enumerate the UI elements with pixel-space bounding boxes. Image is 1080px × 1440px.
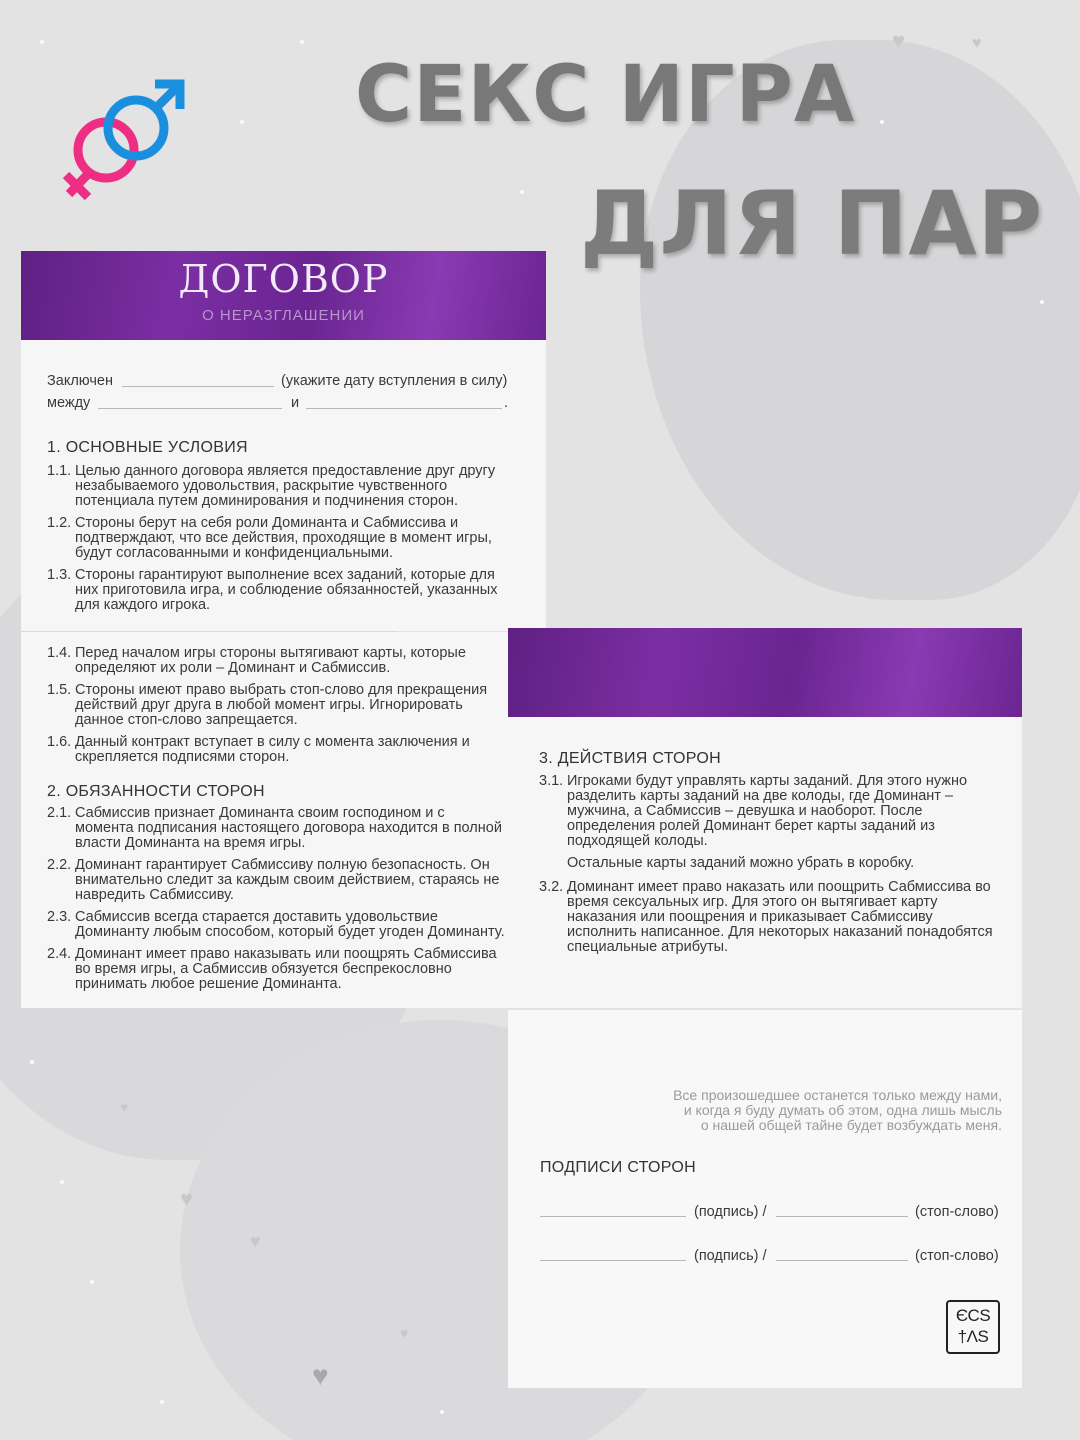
list-item: Остальные карты заданий можно убрать в коробку. <box>567 855 915 871</box>
sparkle-dot <box>240 120 244 124</box>
title-line-1: СЕКС ИГРА <box>355 50 856 140</box>
contract-title: ДОГОВОР <box>178 257 389 301</box>
contract-page-4 <box>508 1010 1022 1388</box>
heart-icon: ♥ <box>120 1099 129 1115</box>
heart-icon: ♥ <box>312 1360 329 1391</box>
section-3-items <box>539 774 1005 962</box>
stopword-line-2 <box>776 1260 908 1261</box>
section-2-items <box>47 806 505 999</box>
contract-subtitle: О НЕРАЗГЛАШЕНИИ <box>202 307 365 324</box>
section-1-heading: 1. ОСНОВНЫЕ УСЛОВИЯ <box>47 439 248 456</box>
sparkle-dot <box>160 1400 164 1404</box>
signature-line-1 <box>540 1216 686 1217</box>
contract-header-band <box>508 628 1022 717</box>
list-item: 1.6. Данный контракт вступает в силу с момента заключения и скрепляется подписями сторон. <box>47 734 470 765</box>
section-1-items-a <box>47 464 513 620</box>
sparkle-dot <box>520 190 524 194</box>
signature-line-2 <box>540 1260 686 1261</box>
sparkle-dot <box>90 1280 94 1284</box>
sparkle-dot <box>440 1410 444 1414</box>
date-hint: (укажите дату вступления в силу) <box>281 373 508 389</box>
period-mark: . <box>504 395 509 411</box>
section-1-items-b <box>47 646 505 772</box>
list-item: 2.1. Сабмиссив признает Доминанта своим господином и с момента подписания настоящего договора находится в полной власти Доминанта на время игры. <box>47 805 502 851</box>
gender-symbol-icon <box>58 72 194 208</box>
date-field-line <box>122 386 274 387</box>
list-item: 1.5. Стороны имеют право выбрать стоп-слово для прекращения действий друг друга в любой момент игры. Игнорировать данное стоп-слово запрещается. <box>47 682 488 728</box>
signatures-heading: ПОДПИСИ СТОРОН <box>540 1159 696 1176</box>
sparkle-dot <box>1040 300 1044 304</box>
list-item: 1.3. Стороны гарантируют выполнение всех заданий, которые для них приготовила игра, и соблюдение обязанностей, указанных для каждого игрока. <box>47 567 498 613</box>
heart-icon: ♥ <box>892 28 906 53</box>
heart-icon: ♥ <box>400 1325 409 1341</box>
signature-label-2: (подпись) / <box>694 1248 767 1264</box>
list-item: 2.2. Доминант гарантирует Сабмиссиву полную безопасность. Он внимательно следит за каждым своим действием, стараясь не навредить Сабмиссиву. <box>47 857 500 903</box>
list-item: 2.4. Доминант имеет право наказывать или поощрять Сабмиссива во время игры, а Сабмиссив обязуется беспрекословно принимать любое решение Доминанта. <box>47 946 497 992</box>
party-1-field-line <box>98 408 282 409</box>
stopword-line-1 <box>776 1216 908 1217</box>
heart-icon: ♥ <box>180 1186 194 1211</box>
stopword-label-1: (стоп-слово) <box>915 1204 999 1220</box>
sparkle-dot <box>880 120 884 124</box>
heart-icon: ♥ <box>972 35 982 52</box>
sparkle-dot <box>30 1060 34 1064</box>
section-2-heading: 2. ОБЯЗАННОСТИ СТОРОН <box>47 783 265 800</box>
heart-icon: ♥ <box>250 1231 261 1251</box>
between-label: между <box>47 395 91 411</box>
sparkle-dot <box>60 1180 64 1184</box>
and-label: и <box>291 395 300 411</box>
contract-header-band <box>21 251 546 340</box>
party-2-field-line <box>306 408 502 409</box>
ecstas-brand-logo: ЄCS †ΛS <box>946 1300 1000 1354</box>
concluded-label: Заключен <box>47 373 113 389</box>
sparkle-dot <box>40 40 44 44</box>
list-item: 1.2. Стороны берут на себя роли Доминанта и Сабмиссива и подтверждают, что все действия, проходящие в момент игры, будут согласованными и конфиденциальными. <box>47 515 492 561</box>
closing-quote: Все произошедшее останется только между нами, и когда я буду думать об этом, одна лишь мысль о нашей общей тайне будет возбуждать меня. <box>673 1087 1002 1133</box>
list-item: 2.3. Сабмиссив всегда старается доставить удовольствие Доминанту любым способом, который будет угоден Доминанту. <box>47 909 505 940</box>
sparkle-dot <box>300 40 304 44</box>
stopword-label-2: (стоп-слово) <box>915 1248 999 1264</box>
list-item: 1.4. Перед началом игры стороны вытягивают карты, которые определяют их роли – Доминант и Сабмиссив. <box>47 645 466 676</box>
section-3-heading: 3. ДЕЙСТВИЯ СТОРОН <box>539 750 722 767</box>
signature-label-1: (подпись) / <box>694 1204 767 1220</box>
title-line-2: ДЛЯ ПАР <box>580 172 1044 275</box>
list-item: 1.1. Целью данного договора является предоставление друг другу незабываемого удовольствия, раскрытие чувственного потенциала путем доминирования и подчинения сторон. <box>47 463 496 509</box>
list-item: 3.1. Игроками будут управлять карты заданий. Для этого нужно разделить карты заданий на две колоды, где Доминант – мужчина, а Сабмиссив – девушка и наоборот. После определения ролей Доминант берет карты заданий из подходящей колоды. <box>539 773 968 849</box>
list-item: 3.2. Доминант имеет право наказать или поощрить Сабмиссива во время сексуальных игр. Для этого он вытягивает карту наказания или поощрения и приказывает Сабмиссиву исполнить написанное. Для некоторых наказаний понадобятся специальные атрибуты. <box>539 879 993 955</box>
